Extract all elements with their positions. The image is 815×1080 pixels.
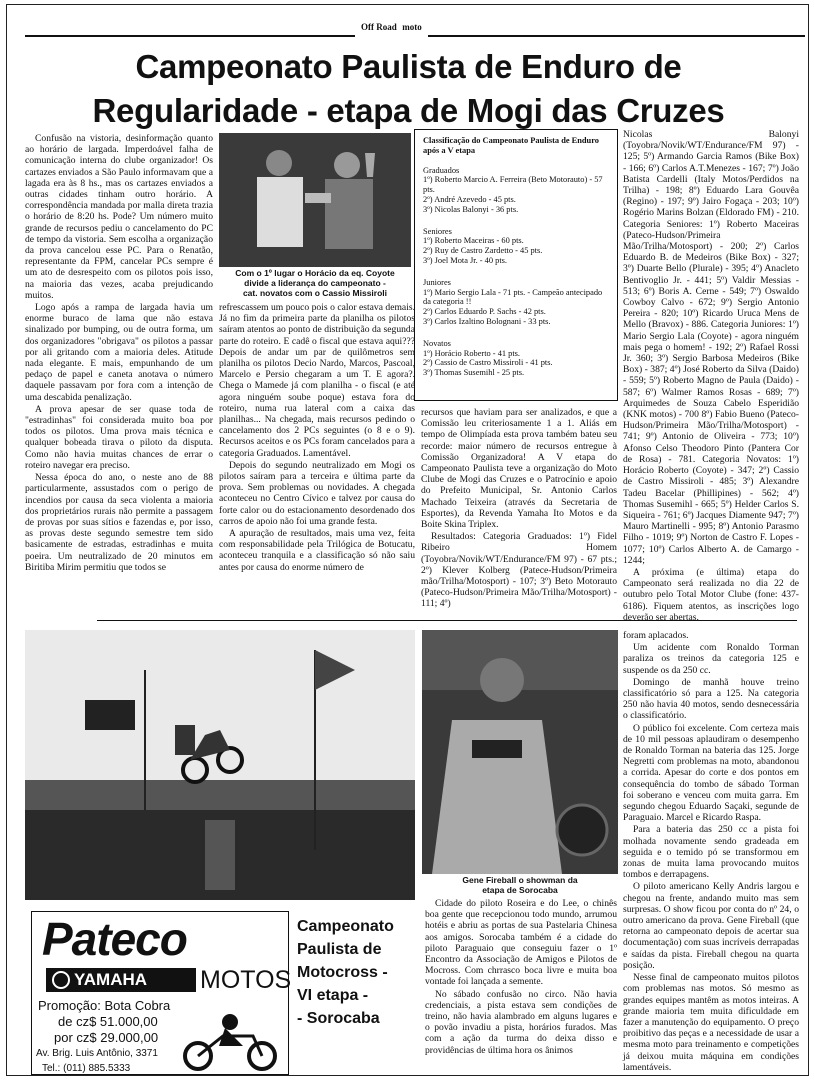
paragraph: foram aplacados. (623, 630, 689, 641)
paragraph: Confusão na vistoria, desinformação quanto ao horário de largada. Imperdoável falha de comunicação interna do clube organizador! Os cartazes enviados a São Paulo informavam que a lagada era às 8 hs., mas os cartazes enviados a outras cidades tinham outro horário. A correspondência mandada por malla direta trazia o horário de 8:20 hs. Pode? Um número muito grande de recursos pediu o cancelamento do PC de tempo da vistoria. Sem escolha a organização da prova cancelou esse PC. Para o Renatão, representante da FPM, cancelar PCs sempre é um ato de desrespeito com os pilotos pois isso, na maioria das vezes, acaba prejudicando muitos. (25, 133, 213, 301)
yamaha-logo: YAMAHA (46, 968, 196, 992)
yamaha-emblem-icon (52, 971, 70, 989)
article-col-1 (25, 133, 213, 611)
paragraph: Para a bateria das 250 cc a pista foi molhada novamente sendo gradeada em seguida e o temido pó se transformou em zonas de muita lama provocando muitos tombos e derrapagens. (623, 824, 799, 881)
headline-line2: Regularidade - etapa de Mogi das Cruzes (92, 92, 725, 129)
group-graduados: Graduados 1º) Roberto Marcio A. Ferreira (Beto Motorauto) - 57 pts. 2º) André Azevedo - 45 pts. 3º) Nicolas Balonyi - 36 pts. (423, 165, 603, 214)
ad-price-new: por cz$ 29.000,00 (54, 1030, 159, 1045)
paragraph: O público foi excelente. Com certeza mais de 10 mil pessoas aplaudiram o desempenho de Ronaldo Torman na bateria das 125. Jorge Negretti com problemas na moto, abandonou a corrida. Apesar do corte e dos pontos em consequência do tombo de sábado Torman foi soberano e venceu com muita garra. Em segundo chegou Eduardo Saçaki, segunde de Paraguaio. Marcel e Ricardo Raspa. (623, 722, 799, 824)
group-novatos: Novatos 1º) Horácio Roberto - 41 pts. 2º) Cassio de Castro Missiroli - 41 pts. 3º) Thomas Susemihl - 25 pts. (423, 338, 553, 378)
photo-fireball-caption: Gene Fireball o showman da etapa de Sorocaba (462, 875, 578, 895)
motocross-photo-image (25, 630, 415, 900)
photo-podium (219, 133, 411, 267)
sorocaba-article-title: Campeonato Paulista de Motocross - VI etapa - - Sorocaba (297, 918, 394, 1027)
paragraph: No sábado confusão no circo. Não havia credenciais, a pista estava sem condições de treino, não havia alambrado em alguns lugares e o povão invadiu a pista, horários furados. Mas com a ação da turma do deixa disso e providências de última hora os ânimos (425, 988, 617, 1056)
ad-brand: Pateco (42, 913, 187, 965)
ad-phone: Tel.: (011) 885.5333 (42, 1063, 131, 1074)
pateco-advertisement (31, 911, 292, 1075)
ad-promo: Promoção: Bota Cobra (38, 998, 171, 1013)
group-juniores: Juniores 1º) Mario Sergio Lala - 71 pts. - Campeão antecipado da categoria !! 2º) Carlos Eduardo P. Sachs - 42 pts. 3º) Carlos Izaltino Bolognani - 33 pts. (423, 277, 603, 326)
headline-line1: Campeonato Paulista de Enduro de (135, 48, 682, 85)
magazine-page (6, 4, 809, 1076)
paragraph: Nicolas Balonyi (Toyobra/Novik/WT/Endurance/FM 97) - 125; 5º) Armando Garcia Ramos (Bike Box) - 166; 6º) Carlos A.T.Menezes - 167; 7º) João Batista Cardelli (Italy Motos/Perdidos na Trilha) - 198; 8º) Eduardo Lara Gouvêa (Regino) - 197; 9º) Jairo Fogaça - 203; 10º) Rogério Marins Bolzan (Eldorado FM) - 210. Categoria Seniores: 1º) Roberto Maceiras (Pateco-Hudson/Primeira Mão/Trilha/Motosport) - 200; 2º) Carlos Eduardo B. de Medeiros (Bike Box) - 327; 3º) Duarte Bello (Plurale) - 395; 4º) Anacleto Bentivoglio Jr. - 441; 5º) Valdir Messias - 513; 6º) Boris A. Cerne - 549; 7º) Oswaldo Cowboy Calvo - 672; 9º) Sergio Antonio Pereira - 820; 10º) Ricardo Uruca Mens de Mello (Bravox) - 886. Categoria Juniores: 1º) Mario Sergio Lala (Coyote) - agora ninguém mais pega o homem! - 192; 2º) Rafael Rossi Jr. 360; 3º) Sergio Barbosa Medeiros (Bike Box) - 387; 4º) José Roberto da Silva (Daido) - 559; 5º) Roberto Magno de Paula (Daido) - 587; 6º) Walmer Ramos Rosas - 689; 7º) Arquimedes de Souza Cabelo Esperidião (KNK motos) - 700 8º) Fabio Bueno (Pateco-Hudson/Primeira Mão/Trilha/Motosport) - 741; 9º) Antonio de Oliveira - 773; 10º) Afonso Celso Theodoro Pinto (Pantera Cor de Rosa) - 781. Categoria Novatos: 1º) Horácio Roberto (Coyote) - 347; 2º) Cassio de Castro Missiroli - 485; 3º) Alexandre Tadeu Bacelar (Phillipines) - 562; 4º) Thomas Susemihl - 665; 5º) Helder Carlos S. Siqueira - 761; 6º) Jacques Diamente 947; 7º) Mauro Martinelli - 995; 8º) Antonio Parasmo Filho - 1019; 9º) Norton de Castro F. Lopes - 1077; 10º) Carlos Alberto A. de Camargo - 1244; (623, 129, 799, 566)
paragraph: A próxima (e última) etapa do Campeonato será realizada no dia 22 de outubro pelo Total Motor Clube (fone: 437-6186). Fiquem atentos, as inscrições logo deverão ser abertas. (623, 566, 799, 623)
paragraph: Um acidente com Ronaldo Torman paraliza os treinos da categoria 125 e suspende os da 250 cc. (623, 642, 799, 676)
magazine-super: moto (402, 22, 422, 32)
paragraph: Resultados: Categoria Graduados: 1º) Fidel Ribeiro Homem (Toyobra/Novik/WT/Endurance/FM 97) - 67 pts.; 2º) Klever Kolberg (Patece-Hudson/Primeira mão/Trilha/Motosport) - 107; 3º) Beto Motorauto (Pateco-Hudson/Primeira Mão/Trilha/Motosport) - 111; 4º) (421, 531, 617, 610)
paragraph: recursos que haviam para ser analizados, e que a Comissão leu criteriosamente 1 a 1. Aliás em tempo de Olimpíada esta prova também bateu seu recorde: maior número de recursos entregue à Comissão Organizadora! A V etapa do Campeonato Paulista teve a organização do Moto Clube de Mogi das Cruzes e o Patrocínio e apoio do Prefeito Municipal, Sr. Antonio Carlos Machado Teixeira (através da Secretaria de Esportes), da Revenda Yamaha Ito Motos e da Boite Skina Triplex. (421, 407, 617, 531)
paragraph: Domingo de manhã houve treino classificatório só para a 125. Na categoria 250 não havia 40 motos, sendo desnecessária o classificatório. (623, 676, 799, 722)
article-col-right (623, 630, 799, 1074)
article-col-3 (421, 407, 617, 613)
ad-price-old: de cz$ 51.000,00 (58, 1014, 158, 1029)
article-col-mid (425, 898, 617, 1074)
paragraph: Depois do segundo neutralizado em Mogi os pilotos saíram para a terceira e última parte da prova. Sem problemas ou novidades. A chegada aconteceu no Centro Cívico e talvez por causa do forte calor ou do estacionamento desordenado dos carros de apoio não foi uma grande festa. (219, 459, 415, 527)
paragraph: Nessa época do ano, o neste ano de 88 particularmente, assustados com o perigo de incendios por causa da seca violenta a maioria dos proprietários rurais não permite a passagem de provas por suas sítios e fazendas e, por isso, as provas deste segundo semestre tem sido basicamente de estradas, estradinhas e muita poeira. Um neutralizado de 20 minutos em Biritiba Mirim permitiu que todos se (25, 472, 213, 573)
motorcycle-boot-illustration (180, 1010, 280, 1072)
paragraph: A prova apesar de ser quase toda de "estradinhas" foi considerada muito boa por todos os pilotos. Uma prova mais técnica e qualquer bobeada tirava o piloto da disputa. Como não havia muitas chances de errar o roteiro navegar era preciso. (25, 403, 213, 471)
photo-gene-fireball (422, 630, 618, 874)
fireball-photo-image (422, 630, 618, 874)
paragraph: Cidade do piloto Roseira e do Lee, o chinês boa gente que recepcionou todo mundo, arrumou hotéis e abriu as portas de sua Pastelaria Chinesa aos amigos. Sorocaba também é a cidade do piloto Paraguaio que conseguiu fazer o 1º Encontro da Associação de Amigos e Pilotos de Mocross. Com chrrasco boca livre e muita boa vontade foi lançada a semente. (425, 898, 617, 988)
paragraph: O piloto americano Kelly Andris largou e chegou na frente, andando muito mas sem surpresas. O show ficou por conta do nº 24, o outro americano da prova. Gene Fireball (que retorna ao campeonato depois de acertar sua documentação) com suas incríveis derrapadas e saídas da pista. Fireball chegou na quarta posição. (623, 881, 799, 971)
ad-motos: MOTOS (200, 966, 292, 994)
section-divider (97, 620, 797, 621)
podium-photo-image (219, 133, 411, 267)
paragraph: Nesse final de campeonato muitos pilotos com problemas nas motos. Só mesmo as grandes equipes mantêm as motos inteiras. A grande maioria tem muita dificuldade em fazer a manutenção do equipamento. O preço proibitivo das peças e a necessidade de usar a mesma moto para treinamento e competições já deixou muita máquina em condições lamentáveis. (623, 972, 799, 1073)
paragraph: A apuração de resultados, mais uma vez, feita com responsabilidade pela Trilógica de Botucatu, aconteceu tranquila e a classificação só não saiu antes por causa do enorme número de (219, 528, 415, 573)
classification-title: Classificação do Campeonato Paulista de Enduro após a V etapa (423, 136, 599, 155)
classification-box (414, 129, 618, 401)
paragraph: refrescassem um pouco pois o calor estava demais. Já no fim da primeira parte da planilha os pilotos saíram atentos ao ponto de distribuição da segunda parte do roteiro. E cadê o fiscal que estava aqui???Depois de andar um par de quilômetros sem planilha os pilotos Decio Nardo, Marcos, Pascoal, Marcelo e Persio chegaram a um T. E agora?. Chega o Mamede já com planilha - o fiscal (e até agora ninguém soube poque) estava fora do roteiro, numa rua lateral com a caixa das planilhas... Na chegada, mais recursos pedindo o cancelamento dos 2 PCs seguintes (o 8 e o 9). Recursos aceitos e os PCs foram cancelados para a categoria Graduados. Lamentável. (219, 302, 415, 459)
photo-podium-caption: Com o 1º lugar o Horácio da eq. Coyote divide a liderança do campeonato - cat. novatos com o Cassio Missiroli (235, 268, 395, 298)
paragraph: Logo após a rampa de largada havia um enorme buraco de lama que não estava sinalizado por bumping, ou de outra forma, um dos organizadores "obrigava" os pilotos a passar por ali gritando com a maioria deles. Atitude nada elegante. E mais, empunhando de um pedaço de papel e caneta anotava o número daquele passavam por fora com a intenção de uma descabida penalização. (25, 302, 213, 403)
magazine-title: $^{Off Road}$ $^{moto}$ (355, 15, 428, 39)
group-seniores: Seniores 1º) Roberto Maceiras - 60 pts. 2º) Ruy de Castro Zardetto - 45 pts. 3º) Joel Mota Jr. - 40 pts. (423, 226, 543, 265)
article-col-2 (219, 302, 415, 612)
page-header (25, 15, 805, 43)
article-col-4 (623, 129, 799, 623)
photo-motocross-jump (25, 630, 415, 900)
ad-address: Av. Brig. Luis Antônio, 3371 (36, 1048, 158, 1059)
